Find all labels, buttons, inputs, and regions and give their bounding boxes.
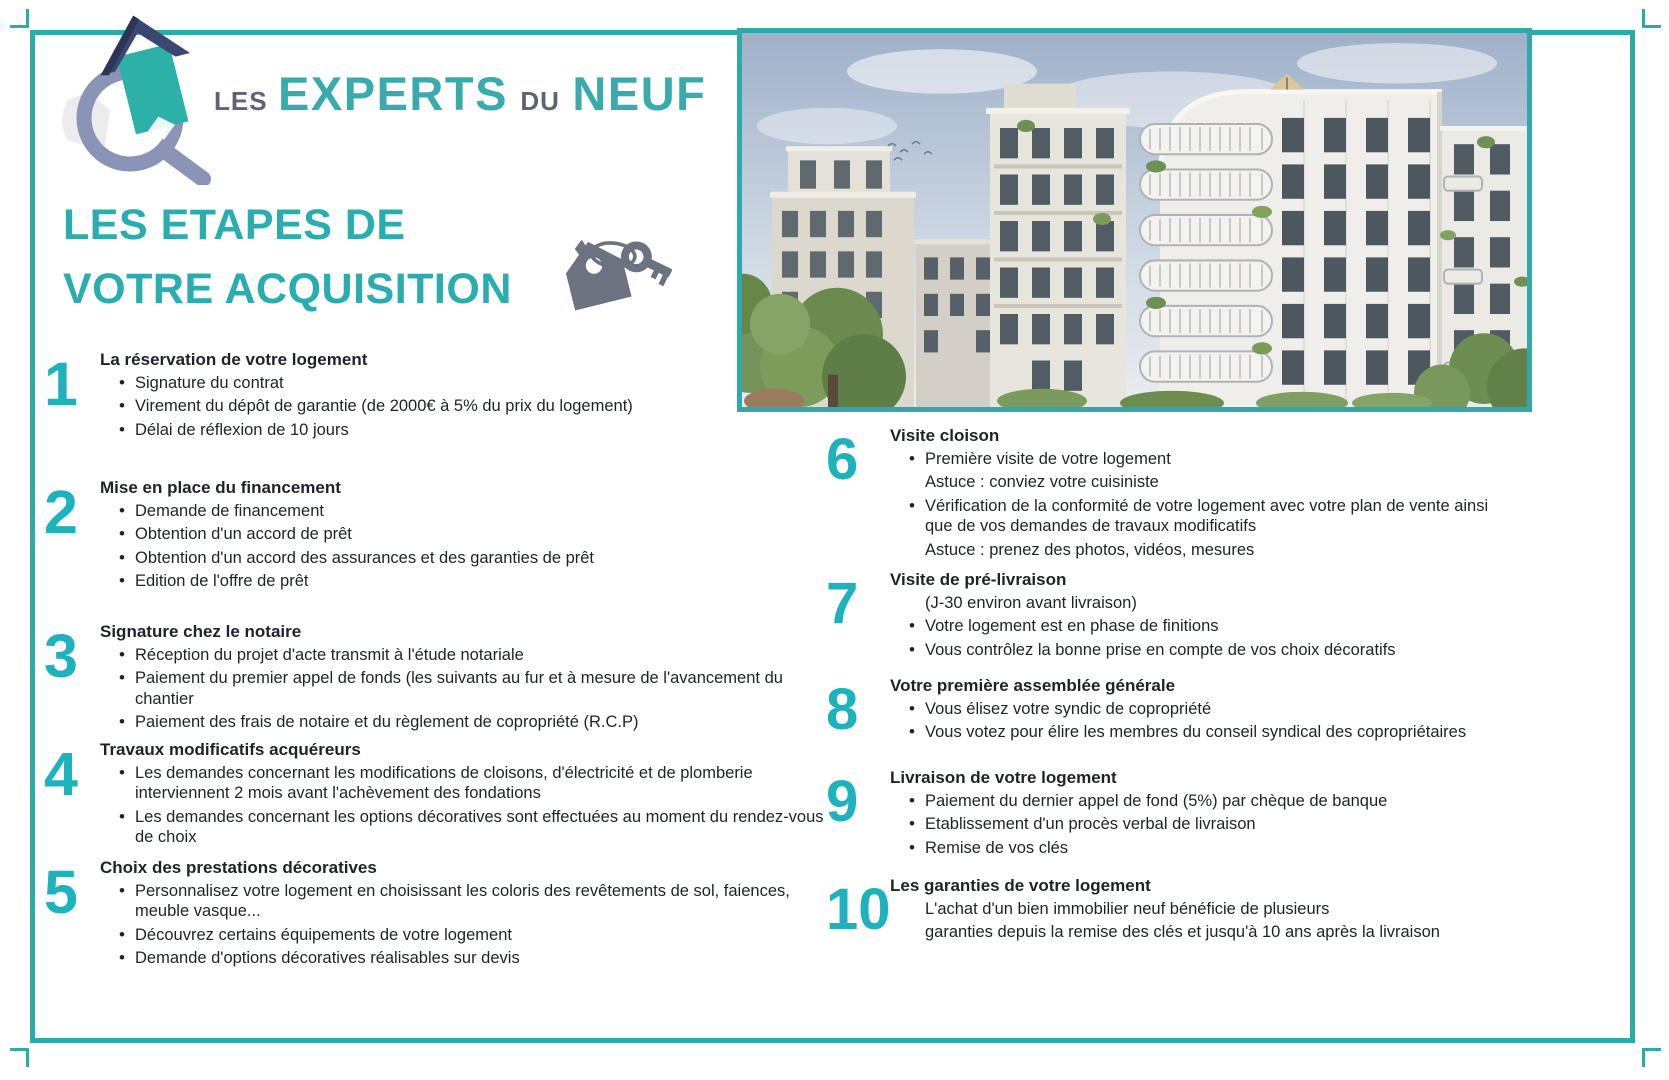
step-bullet-item: • Paiement des frais de notaire et du règlement de copropriété (R.C.P): [118, 712, 824, 732]
step-note-item: Astuce : prenez des photos, vidéos, mesures: [925, 540, 1255, 559]
step-heading: Les garanties de votre logement: [890, 876, 1151, 895]
step-bullet-item: • Vous contrôlez la bonne prise en compte de vos choix décoratifs: [908, 640, 1508, 660]
step-heading: Votre première assemblée générale: [890, 676, 1176, 695]
step-bullet-item: • Découvrez certains équipements de votre logement: [118, 925, 824, 945]
step-bullet-item: • Vous élisez votre syndic de copropriété: [908, 699, 1508, 719]
step-2: [44, 478, 824, 595]
step-note-item: L'achat d'un bien immobilier neuf bénéficie de plusieurs: [925, 900, 1330, 918]
step-number: 3: [44, 622, 78, 690]
step-bullet-item: • Paiement du dernier appel de fond (5%) par chèque de banque: [908, 791, 1508, 811]
step-items: [908, 699, 1508, 743]
step-items: [118, 645, 824, 733]
steps-column-right: [826, 0, 1556, 1080]
step-1: [44, 350, 824, 443]
step-heading: Choix des prestations décoratives: [100, 858, 377, 877]
step-9: [826, 768, 1508, 861]
step-3: [44, 622, 824, 736]
step-6: [826, 426, 1508, 563]
brand-word-experts: EXPERTS: [278, 67, 508, 120]
step-bullet-item: • Etablissement d'un procès verbal de livraison: [908, 814, 1508, 834]
step-bullet-item: • Vérification de la conformité de votre logement avec votre plan de vente ainsi que de vos demandes de travaux modificatifs: [908, 496, 1508, 537]
step-note-item: (J-30 environ avant livraison): [925, 594, 1137, 612]
corner-mark-bottom-left: [10, 1048, 29, 1067]
step-bullet-item: • Réception du projet d'acte transmit à l'étude notariale: [118, 645, 824, 665]
step-items: [118, 373, 824, 440]
step-items: [118, 881, 824, 969]
step-items: [118, 501, 824, 592]
step-number: 5: [44, 858, 78, 926]
step-5: [44, 858, 824, 972]
step-items: [118, 763, 824, 848]
step-bullet-item: • Les demandes concernant les options décoratives sont effectuées au moment du rendez-vous de choix: [118, 807, 824, 848]
corner-mark-top-right: [1642, 9, 1661, 28]
step-8: [826, 676, 1508, 746]
step-heading: Visite de pré-livraison: [890, 570, 1067, 589]
step-bullet-item: • Demande de financement: [118, 501, 824, 521]
corner-mark-bottom-right: [1642, 1048, 1661, 1067]
page-title-line2: VOTRE ACQUISITION: [63, 265, 512, 313]
step-heading: Mise en place du financement: [100, 478, 341, 497]
step-number: 2: [44, 478, 78, 546]
step-bullet-item: • Obtention d'un accord de prêt: [118, 524, 824, 544]
step-bullet-item: • Remise de vos clés: [908, 838, 1508, 858]
step-number: 6: [826, 427, 859, 492]
step-bullet-item: • Signature du contrat: [118, 373, 824, 393]
step-items: [908, 791, 1508, 858]
step-number: 9: [826, 769, 859, 834]
step-note-item: Astuce : conviez votre cuisiniste: [925, 473, 1159, 492]
step-10: [826, 876, 1508, 946]
step-bullet-item: • Votre logement est en phase de finitions: [908, 616, 1508, 636]
step-bullet-item: • Obtention d'un accord des assurances et des garanties de prêt: [118, 548, 824, 568]
step-heading: Travaux modificatifs acquéreurs: [100, 740, 361, 759]
step-number: 8: [826, 677, 859, 742]
step-bullet-item: • Vous votez pour élire les membres du conseil syndical des copropriétaires: [908, 722, 1508, 742]
step-heading: La réservation de votre logement: [100, 350, 368, 369]
step-number: 10: [826, 877, 891, 942]
step-bullet-item: • Paiement du premier appel de fonds (les suivants au fur et à mesure de l'avancement du chantier: [118, 668, 824, 709]
corner-mark-top-left: [10, 9, 29, 28]
step-heading: Livraison de votre logement: [890, 768, 1117, 787]
step-number: 1: [44, 350, 78, 418]
page-title-line1: LES ETAPES DE: [63, 201, 406, 249]
step-heading: Visite cloison: [890, 426, 1000, 445]
step-bullet-item: • Première visite de votre logement: [908, 449, 1508, 469]
step-bullet-item: • Les demandes concernant les modifications de cloisons, d'électricité et de plomberie interviennent 2 mois avant l'achèvement des fondations: [118, 763, 824, 804]
step-4: [44, 740, 824, 851]
step-7: [826, 570, 1508, 663]
step-items: [908, 899, 1508, 943]
brand-word-du: DU: [520, 86, 560, 116]
step-heading: Signature chez le notaire: [100, 622, 302, 641]
step-bullet-item: • Virement du dépôt de garantie (de 2000€ à 5% du prix du logement): [118, 396, 824, 416]
step-bullet-item: • Edition de l'offre de prêt: [118, 571, 824, 591]
steps-column-left: [44, 0, 844, 1080]
step-number: 4: [44, 740, 78, 808]
step-bullet-item: • Demande d'options décoratives réalisables sur devis: [118, 948, 824, 968]
brand-word-les: LES: [214, 86, 268, 116]
brand-word-neuf: NEUF: [572, 67, 707, 120]
step-items: [908, 449, 1508, 560]
step-bullet-item: • Délai de réflexion de 10 jours: [118, 420, 824, 440]
step-bullet-item: • Personnalisez votre logement en choisissant les coloris des revêtements de sol, faiences, meuble vasque...: [118, 881, 824, 922]
step-items: [908, 593, 1508, 660]
step-number: 7: [826, 571, 859, 636]
step-note-item: garanties depuis la remise des clés et jusqu'à 10 ans après la livraison: [925, 923, 1440, 942]
